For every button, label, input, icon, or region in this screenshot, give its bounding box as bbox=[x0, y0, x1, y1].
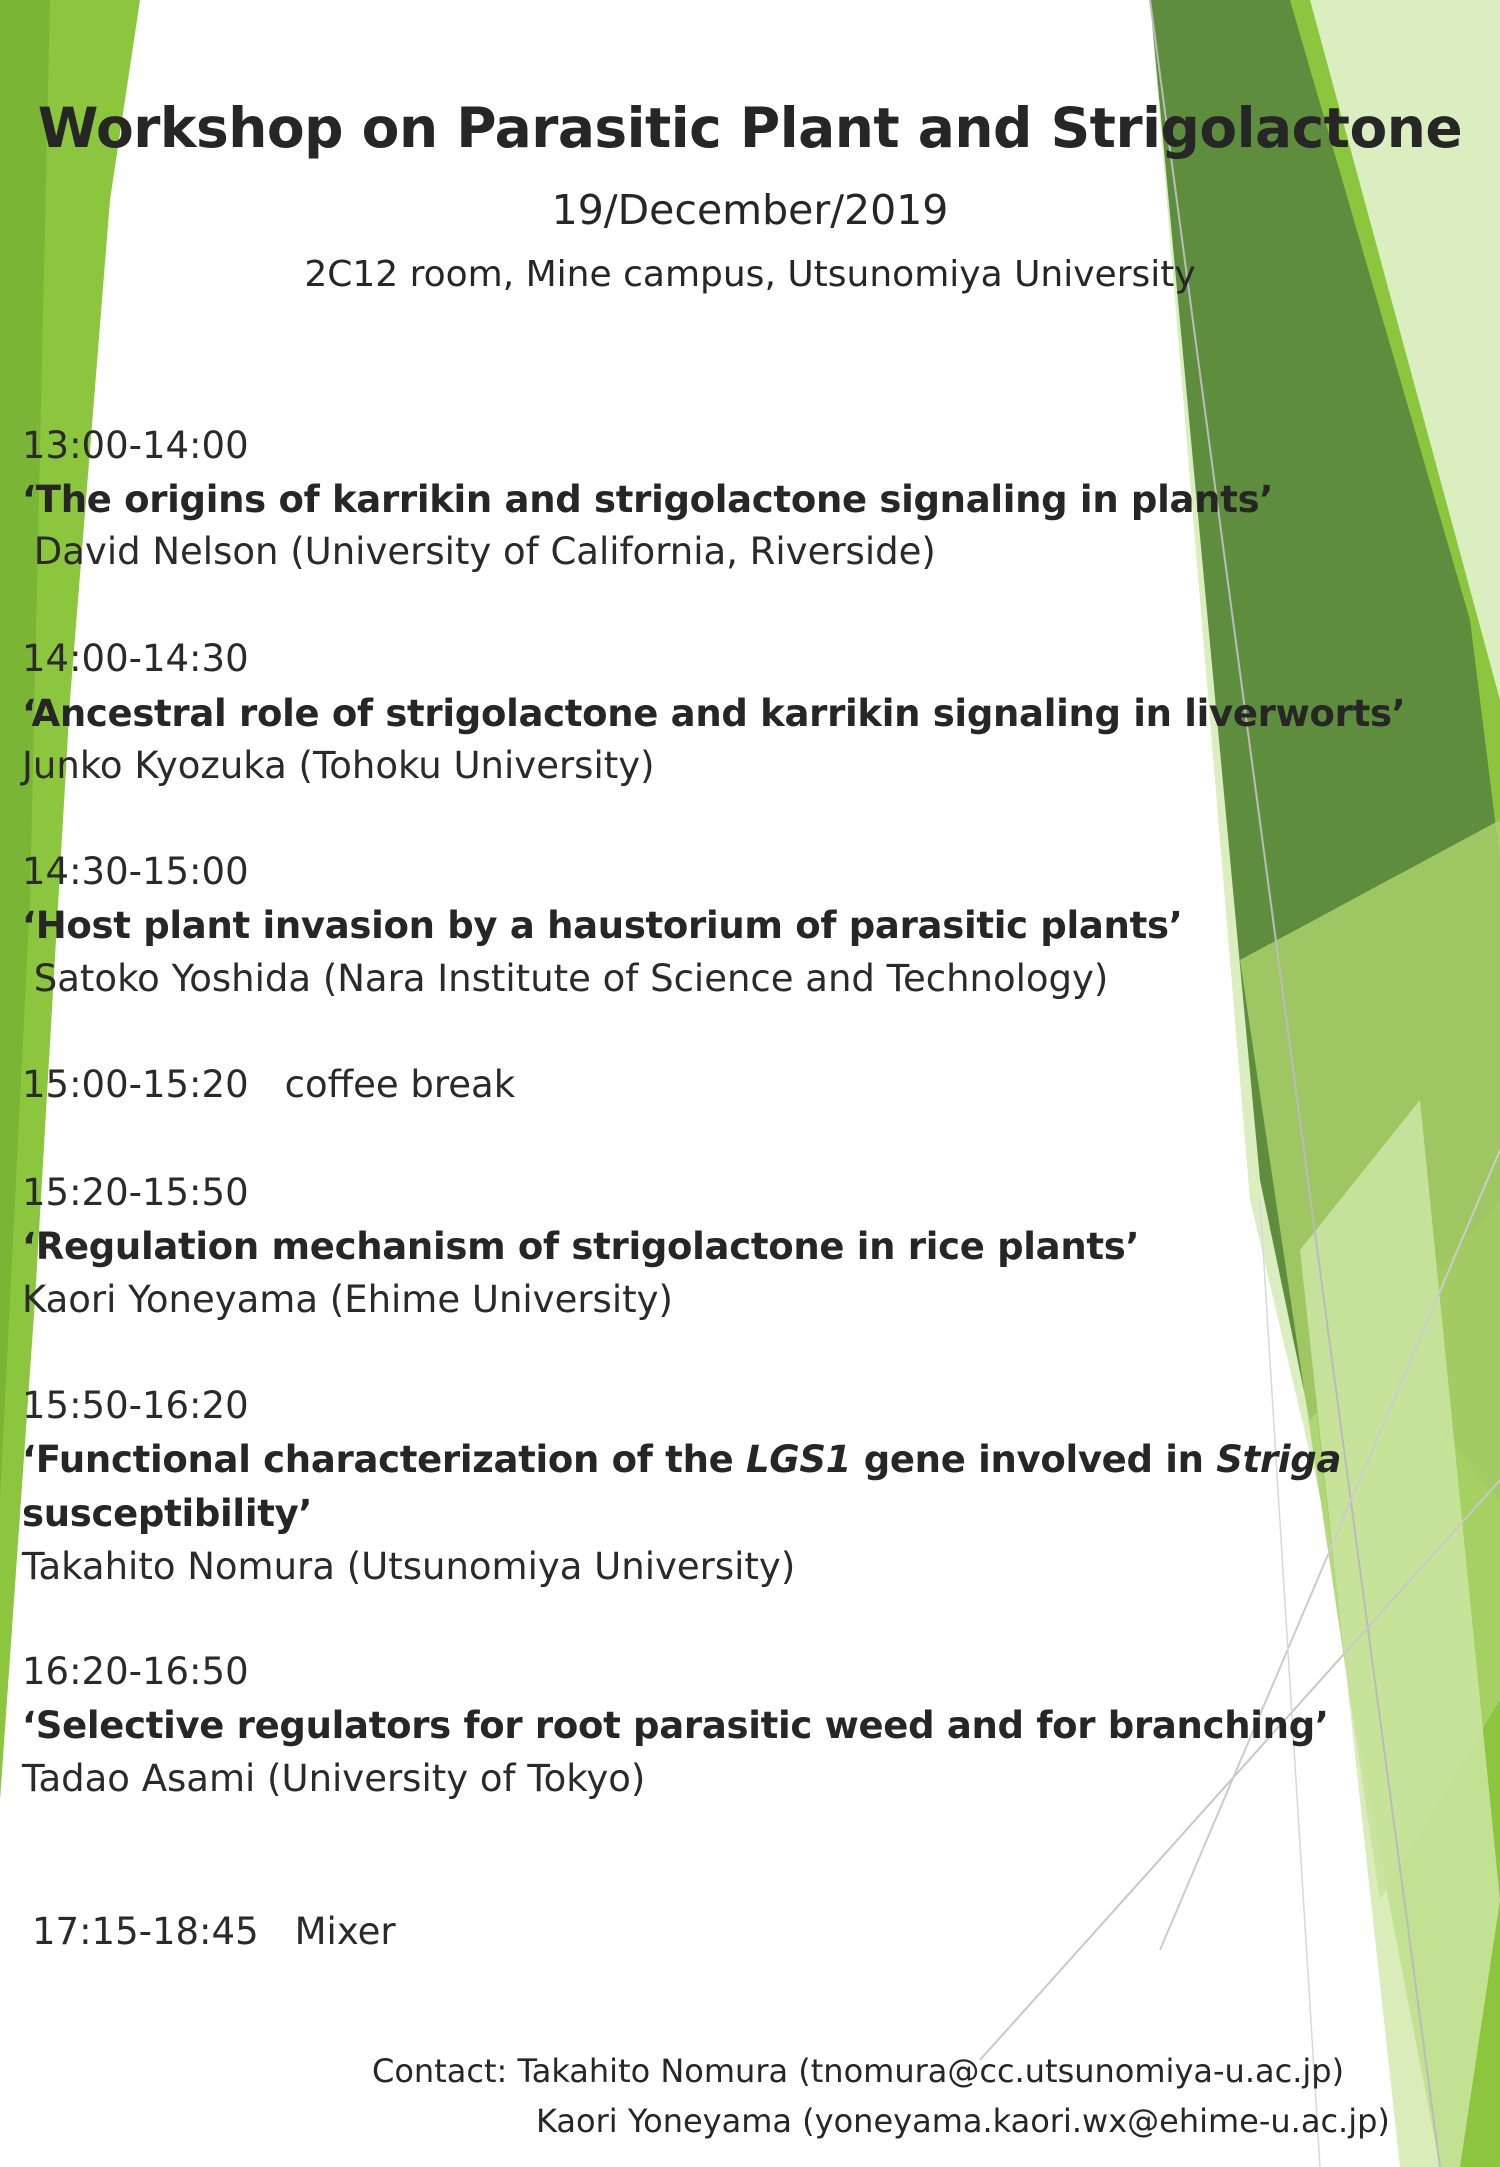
mixer-label: Mixer bbox=[294, 1910, 396, 1953]
contact-line-2: Kaori Yoneyama (yoneyama.kaori.wx@ehime-u.ac.jp) bbox=[536, 2102, 1390, 2140]
talk-title bbox=[22, 1438, 1341, 1481]
mixer-row bbox=[32, 1910, 396, 1953]
session-time: 14:30-15:00 bbox=[22, 850, 249, 893]
event-date: 19/December/2019 bbox=[551, 186, 949, 234]
species-name: Striga bbox=[1216, 1438, 1342, 1481]
session-time: 15:20-15:50 bbox=[22, 1171, 249, 1214]
session-time: 15:50-16:20 bbox=[22, 1384, 249, 1427]
talk-title: ‘The origins of karrikin and strigolactone signaling in plants’ bbox=[22, 478, 1274, 521]
contact-person: Takahito Nomura (tnomura@cc.utsunomiya-u.ac.jp) bbox=[517, 2052, 1345, 2090]
speaker: Junko Kyozuka (Tohoku University) bbox=[22, 744, 655, 787]
break-row bbox=[22, 1063, 515, 1106]
speaker: Kaori Yoneyama (Ehime University) bbox=[22, 1278, 673, 1321]
gene-name: LGS1 bbox=[745, 1438, 852, 1481]
talk-title-part: ‘Functional characterization of the bbox=[22, 1438, 746, 1481]
session-time: 15:00-15:20 bbox=[22, 1063, 249, 1106]
speaker: Satoko Yoshida (Nara Institute of Science and Technology) bbox=[22, 957, 1109, 1000]
event-venue: 2C12 room, Mine campus, Utsunomiya University bbox=[304, 254, 1196, 295]
talk-title: ‘Host plant invasion by a haustorium of parasitic plants’ bbox=[22, 904, 1183, 947]
break-label: coffee break bbox=[284, 1063, 516, 1106]
speaker: Takahito Nomura (Utsunomiya University) bbox=[22, 1545, 796, 1588]
talk-title-line2: susceptibility’ bbox=[22, 1492, 313, 1535]
talk-title: ‘Ancestral role of strigolactone and karrikin signaling in liverworts’ bbox=[22, 692, 1406, 735]
talk-title: ‘Selective regulators for root parasitic weed and for branching’ bbox=[22, 1704, 1329, 1747]
talk-title: ‘Regulation mechanism of strigolactone in rice plants’ bbox=[22, 1225, 1140, 1268]
contact-line-1 bbox=[372, 2052, 1344, 2090]
session-time: 17:15-18:45 bbox=[32, 1910, 259, 1953]
session-time: 16:20-16:50 bbox=[22, 1650, 249, 1693]
page-title: Workshop on Parasitic Plant and Strigolactone bbox=[37, 96, 1463, 160]
session-time: 14:00-14:30 bbox=[22, 637, 249, 680]
speaker: David Nelson (University of California, Riverside) bbox=[22, 530, 936, 573]
talk-title-part: gene involved in bbox=[851, 1438, 1217, 1481]
speaker: Tadao Asami (University of Tokyo) bbox=[22, 1757, 646, 1800]
contact-label: Contact: bbox=[372, 2052, 508, 2090]
session-time: 13:00-14:00 bbox=[22, 424, 249, 467]
